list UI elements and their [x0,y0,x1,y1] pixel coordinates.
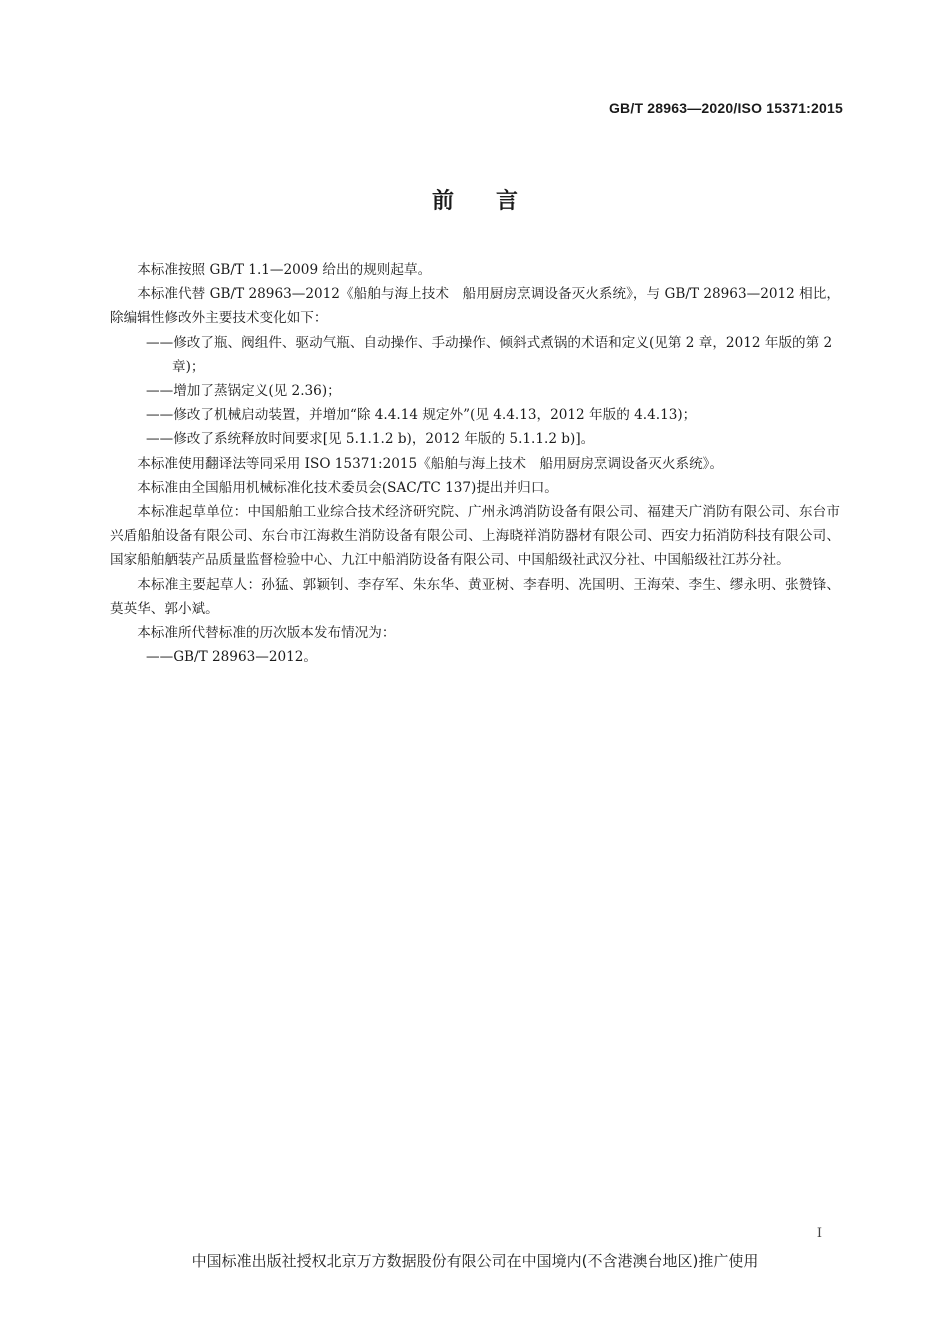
paragraph-drafting-units: 本标准起草单位：中国船舶工业综合技术经济研究院、广州永鸿消防设备有限公司、福建天广消防有限公司、东台市兴盾船舶设备有限公司、东台市江海救生消防设备有限公司、上海晓祥消防器材有限公司、西安力拓消防科技有限公司、国家船舶舾装产品质量监督检验中心、九江中船消防设备有限公司、中国船级社武汉分社、中国船级社江苏分社。 [110,504,840,569]
page-title: 前言 [431,189,560,214]
paragraph-replaces: 本标准代替 GB/T 28963—2012《船舶与海上技术 船用厨房烹调设备灭火系统》，与 GB/T 28963—2012 相比，除编辑性修改外主要技术变化如下： [110,286,840,327]
paragraph-drafters: 本标准主要起草人：孙猛、郭颖钊、李存军、朱东华、黄亚树、李春明、冼国明、王海荣、李生、缪永明、张赞锋、莫英华、郭小斌。 [110,576,840,617]
change-item-mechanical-actuation: ——修改了机械启动装置，并增加“除 4.4.14 规定外”(见 4.4.13，2012 年版的 4.4.13)； [146,407,697,424]
page-number: I [816,1226,822,1241]
paragraph-history: 本标准所代替标准的历次版本发布情况为： [137,625,396,642]
paragraph-drafting-rules: 本标准按照 GB/T 1.1—2009 给出的规则起草。 [137,262,432,278]
paragraph-translation: 本标准使用翻译法等同采用 ISO 15371:2015《船舶与海上技术 船用厨房烹调设备灭火系统》。 [137,455,724,472]
footer-notice: 中国标准出版社授权北京万方数据股份有限公司在中国境内(不含港澳台地区)推广使用 [191,1252,759,1270]
change-item-terms: ——修改了瓶、阀组件、驱动气瓶、自动操作、手动操作、倾斜式煮锅的术语和定义(见第 2 章，2012 年版的第 2 章)； [146,334,833,375]
change-item-steamer: ——增加了蒸锅定义(见 2.36)； [146,383,341,400]
history-item: ——GB/T 28963—2012。 [146,649,318,666]
change-item-release-time: ——修改了系统释放时间要求[见 5.1.1.2 b)，2012 年版的 5.1.1.2 b)]。 [146,431,595,448]
standard-number: GB/T 28963—2020/ISO 15371:2015 [608,100,843,116]
foreword-body [110,258,840,669]
paragraph-committee: 本标准由全国船用机械标准化技术委员会(SAC/TC 137)提出并归口。 [137,479,558,496]
